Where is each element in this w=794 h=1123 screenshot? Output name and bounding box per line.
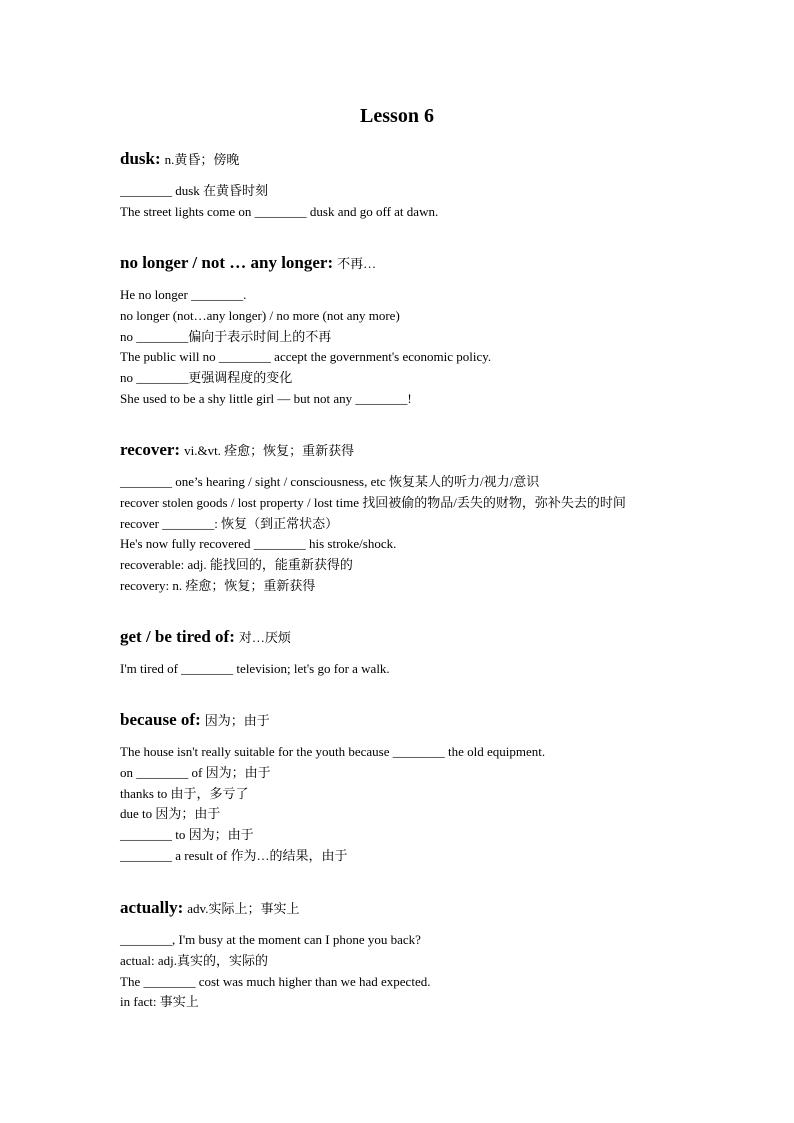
vocab-section-because-of bbox=[120, 709, 760, 867]
term-word: actually: bbox=[120, 898, 184, 917]
example-line: He's now fully recovered ________ his stroke/shock. bbox=[120, 536, 397, 552]
example-lines bbox=[120, 930, 760, 1013]
term-word: dusk: bbox=[120, 149, 161, 168]
example-line: ________ one’s hearing / sight / consciousness, etc 恢复某人的听力/视力/意识 bbox=[120, 474, 540, 489]
example-line: The ________ cost was much higher than we had expected. bbox=[120, 973, 431, 989]
example-lines bbox=[120, 742, 760, 867]
example-line: I'm tired of ________ television; let's go for a walk. bbox=[120, 661, 390, 676]
term-word: get / be tired of: bbox=[120, 627, 235, 646]
example-line: no longer (not…any longer) / no more (not any more) bbox=[120, 307, 400, 323]
example-line: ________ dusk 在黄昏时刻 bbox=[120, 183, 269, 198]
vocab-section-recover bbox=[120, 439, 760, 597]
example-lines bbox=[120, 285, 760, 410]
example-line: recover ________: 恢复（到正常状态） bbox=[120, 515, 339, 531]
example-line: in fact: 事实上 bbox=[120, 994, 199, 1010]
term-definition: 因为；由于 bbox=[204, 713, 270, 728]
term-definition: n.黄昏；傍晚 bbox=[164, 152, 240, 167]
page-title: Lesson 6 bbox=[360, 105, 434, 127]
vocab-section-tired-of bbox=[120, 626, 760, 680]
example-line: The public will no ________ accept the government's economic policy. bbox=[120, 349, 492, 365]
example-line: on ________ of 因为；由于 bbox=[120, 764, 271, 780]
term-definition: adv.实际上；事实上 bbox=[187, 901, 300, 916]
example-line: recoverable: adj. 能找回的，能重新获得的 bbox=[120, 557, 353, 573]
example-line: recover stolen goods / lost property / lost time 找回被偷的物品/丢失的财物，弥补失去的时间 bbox=[120, 494, 626, 510]
vocab-term bbox=[120, 148, 760, 171]
term-word: because of: bbox=[120, 710, 201, 729]
term-word: no longer / not … any longer: bbox=[120, 253, 334, 272]
term-definition: 不再… bbox=[337, 256, 377, 271]
example-line: ________, I'm busy at the moment can I phone you back? bbox=[120, 932, 421, 947]
vocab-term bbox=[120, 439, 760, 462]
example-line: recovery: n. 痊愈；恢复；重新获得 bbox=[120, 577, 316, 593]
example-line: He no longer ________. bbox=[120, 287, 247, 302]
vocab-term bbox=[120, 252, 760, 275]
vocab-term bbox=[120, 626, 760, 649]
example-lines bbox=[120, 181, 760, 223]
vocab-section-no-longer bbox=[120, 252, 760, 410]
term-definition: vi.&vt. 痊愈；恢复；重新获得 bbox=[184, 443, 355, 458]
example-line: no ________更强调程度的变化 bbox=[120, 370, 293, 386]
example-line: no ________偏向于表示时间上的不再 bbox=[120, 328, 332, 344]
example-line: thanks to 由于，多亏了 bbox=[120, 785, 249, 801]
vocab-term bbox=[120, 897, 760, 920]
example-line: The house isn't really suitable for the youth because ________ the old equipment. bbox=[120, 744, 546, 759]
example-line: The street lights come on ________ dusk and go off at dawn. bbox=[120, 203, 439, 219]
term-word: recover: bbox=[120, 440, 181, 459]
vocab-term bbox=[120, 709, 760, 732]
example-lines bbox=[120, 659, 760, 680]
example-lines bbox=[120, 472, 760, 597]
example-line: She used to be a shy little girl — but not any ________! bbox=[120, 390, 412, 406]
term-definition: 对…厌烦 bbox=[238, 630, 291, 645]
example-line: due to 因为；由于 bbox=[120, 806, 221, 822]
example-line: ________ a result of 作为…的结果，由于 bbox=[120, 847, 348, 863]
example-line: ________ to 因为；由于 bbox=[120, 827, 254, 843]
vocab-section-dusk bbox=[120, 148, 760, 223]
example-line: actual: adj.真实的，实际的 bbox=[120, 952, 269, 968]
vocab-section-actually bbox=[120, 897, 760, 1013]
